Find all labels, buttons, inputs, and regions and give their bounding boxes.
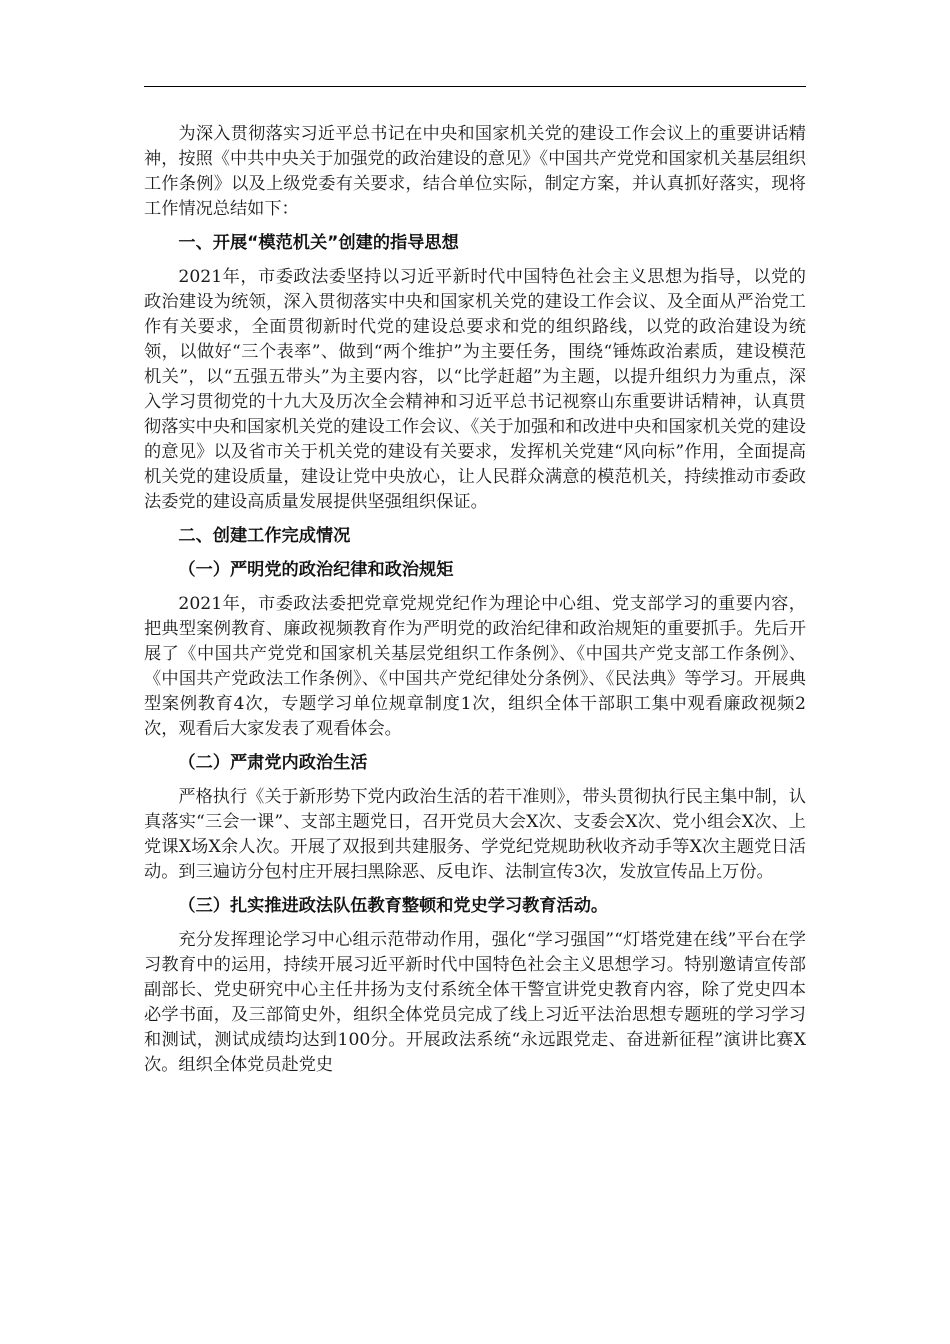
subsection-1-paragraph: 2021年，市委政法委把党章党规党纪作为理论中心组、党支部学习的重要内容，把典型案例教育、廉政视频教育作为严明党的政治纪律和政治规矩的重要抓手。先后开展了《中国共产党党和国家机关基层党组织工作条例》、《中国共产党支部工作条例》、《中国共产党政法工作条例》、《中国共产党纪律处分条例》、《民法典》等学习。开展典型案例教育4次，专题学习单位规章制度1次，组织全体干部职工集中观看廉政视频2次，观看后大家发表了观看体会。 (144, 594, 806, 739)
document-body (144, 122, 806, 1078)
subsection-3-heading: （三）扎实推进政法队伍教育整顿和党史学习教育活动。 (178, 896, 609, 916)
subsection-1-heading: （一）严明党的政治纪律和政治规矩 (178, 560, 454, 580)
subsection-2-heading: （二）严肃党内政治生活 (178, 753, 368, 773)
section-1-paragraph: 2021年，市委政法委坚持以习近平新时代中国特色社会主义思想为指导，以党的政治建设为统领，深入贯彻落实中央和国家机关党的建设工作会议、及全面从严治党工作有关要求，全面贯彻新时代党的建设总要求和党的组织路线，以党的政治建设为统领，以做好“三个表率”、做到“两个维护”为主要任务，围绕“锤炼政治素质，建设模范机关”，以“五强五带头”为主要内容，以“比学赶超”为主题，以提升组织力为重点，深入学习贯彻党的十九大及历次全会精神和习近平总书记视察山东重要讲话精神，认真贯彻落实中央和国家机关党的建设工作会议、《关于加强和和改进中央和国家机关党的建设的意见》以及省市关于机关党的建设有关要求，发挥机关党建“风向标”作用，全面提高机关党的建设质量，建设让党中央放心，让人民群众满意的模范机关，持续推动市委政法委党的建设高质量发展提供坚强组织保证。 (144, 267, 806, 512)
intro-paragraph: 为深入贯彻落实习近平总书记在中央和国家机关党的建设工作会议上的重要讲话精神，按照《中共中央关于加强党的政治建设的意见》《中国共产党党和国家机关基层组织工作条例》以及上级党委有关要求，结合单位实际，制定方案，并认真抓好落实，现将工作情况总结如下： (144, 124, 806, 219)
subsection-3-paragraph: 充分发挥理论学习中心组示范带动作用，强化“学习强国”“灯塔党建在线”平台在学习教育中的运用，持续开展习近平新时代中国特色社会主义思想学习。特别邀请宣传部副部长、党史研究中心主任井扬为支付系统全体干警宣讲党史教育内容，除了党史四本必学书面，及三部简史外，组织全体党员完成了线上习近平法治思想专题班的学习学习和测试，测试成绩均达到100分。开展政法系统“永远跟党走、奋进新征程”演讲比赛X次。组织全体党员赴党史 (144, 930, 806, 1075)
header-rule (144, 86, 806, 87)
section-2-heading: 二、创建工作完成情况 (178, 526, 351, 546)
section-1-heading: 一、开展“模范机关”创建的指导思想 (178, 233, 459, 253)
subsection-2-paragraph: 严格执行《关于新形势下党内政治生活的若干准则》，带头贯彻执行民主集中制，认真落实“三会一课”、支部主题党日，召开党员大会X次、支委会X次、党小组会X次、上党课X场X余人次。开展了双报到共建服务、学党纪党规助秋收齐动手等X次主题党日活动。到三遍访分包村庄开展扫黑除恶、反电诈、法制宣传3次，发放宣传品上万份。 (144, 787, 806, 882)
